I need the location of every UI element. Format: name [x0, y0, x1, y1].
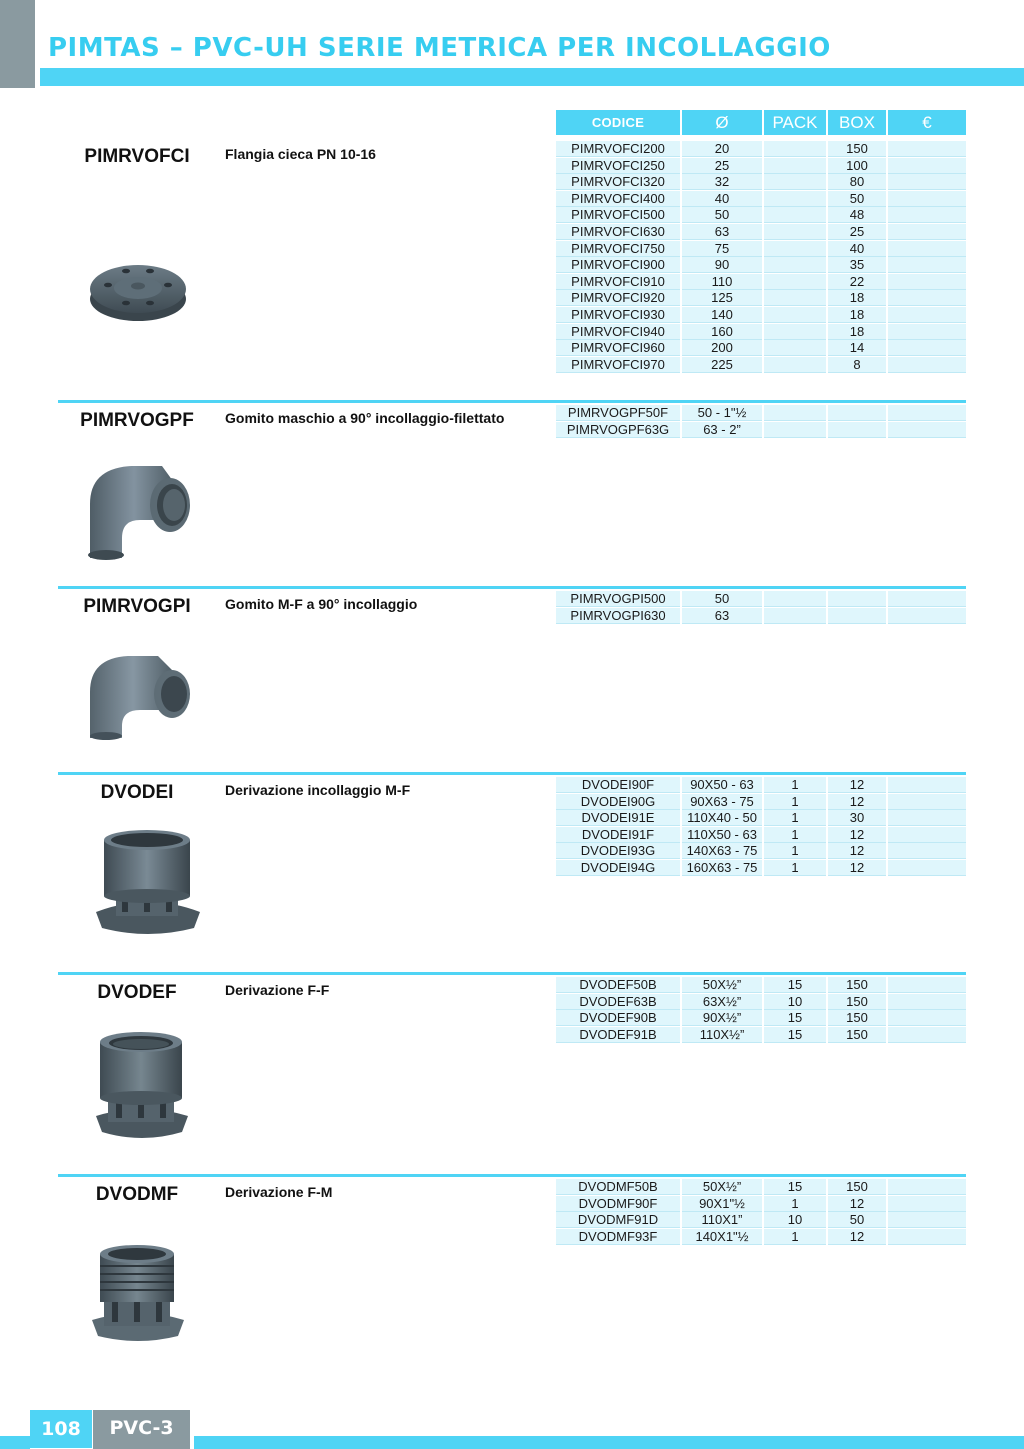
cell-diameter: 140	[682, 307, 762, 323]
table-row	[556, 810, 966, 827]
table-row	[556, 1010, 966, 1027]
cell-diameter: 160X63 - 75	[682, 860, 762, 876]
cell-pack: 15	[764, 1179, 826, 1195]
cell-price	[888, 207, 966, 223]
cell-box: 150	[828, 1010, 886, 1026]
cell-codice: DVODEF91B	[556, 1027, 680, 1043]
table-row	[556, 207, 966, 224]
cell-codice: DVODEF50B	[556, 977, 680, 993]
table-row	[556, 324, 966, 341]
table-row	[556, 274, 966, 291]
header-box: BOX	[828, 110, 886, 135]
product-table-1	[556, 405, 966, 438]
table-row	[556, 1179, 966, 1196]
product-code: DVODEI	[100, 782, 174, 803]
cell-diameter: 50	[682, 591, 762, 607]
header-diameter: Ø	[682, 110, 762, 135]
cell-pack	[764, 141, 826, 157]
cell-diameter: 50 - 1"½	[682, 405, 762, 421]
cell-price	[888, 174, 966, 190]
footer-bar	[194, 1436, 1024, 1449]
cell-pack	[764, 357, 826, 373]
cell-diameter: 160	[682, 324, 762, 340]
cell-box	[828, 405, 886, 421]
cell-diameter: 25	[682, 158, 762, 174]
product-table-3	[556, 777, 966, 877]
cell-codice: DVODMF93F	[556, 1229, 680, 1245]
table-header	[556, 110, 966, 135]
cell-pack	[764, 591, 826, 607]
cell-codice: PIMRVOFCI930	[556, 307, 680, 323]
cell-box: 12	[828, 860, 886, 876]
table-row	[556, 794, 966, 811]
cell-price	[888, 241, 966, 257]
cell-codice: PIMRVOFCI200	[556, 141, 680, 157]
cell-diameter: 40	[682, 191, 762, 207]
cell-pack: 10	[764, 994, 826, 1010]
cell-diameter: 50X½”	[682, 977, 762, 993]
cell-price	[888, 422, 966, 438]
cell-pack: 1	[764, 777, 826, 793]
cell-diameter: 50	[682, 207, 762, 223]
cell-price	[888, 141, 966, 157]
table-row	[556, 191, 966, 208]
cell-price	[888, 1212, 966, 1228]
cell-box: 12	[828, 777, 886, 793]
cell-box: 12	[828, 1229, 886, 1245]
table-row	[556, 994, 966, 1011]
cell-pack	[764, 405, 826, 421]
cell-codice: DVODMF90F	[556, 1196, 680, 1212]
cell-price	[888, 324, 966, 340]
product-table-5	[556, 1179, 966, 1245]
cell-price	[888, 1010, 966, 1026]
cell-box: 150	[828, 1027, 886, 1043]
header-price: €	[888, 110, 966, 135]
cell-box: 50	[828, 1212, 886, 1228]
cell-price	[888, 274, 966, 290]
cell-codice: DVODMF50B	[556, 1179, 680, 1195]
cell-price	[888, 257, 966, 273]
table-row	[556, 1196, 966, 1213]
saddle-male-thread-icon	[88, 1244, 188, 1346]
cell-codice: DVODEI90G	[556, 794, 680, 810]
cell-diameter: 90X63 - 75	[682, 794, 762, 810]
cell-price	[888, 307, 966, 323]
table-row	[556, 827, 966, 844]
cell-codice: PIMRVOFCI750	[556, 241, 680, 257]
cell-codice: PIMRVOFCI910	[556, 274, 680, 290]
cell-pack	[764, 207, 826, 223]
cell-pack: 10	[764, 1212, 826, 1228]
cell-pack	[764, 340, 826, 356]
page-title: PIMTAS – PVC-UH SERIE METRICA PER INCOLLAGGIO	[48, 33, 831, 63]
table-row	[556, 777, 966, 794]
product-description: Gomito M-F a 90° incollaggio	[225, 596, 418, 612]
cell-box: 18	[828, 324, 886, 340]
cell-pack: 1	[764, 1196, 826, 1212]
cell-codice: DVODEI90F	[556, 777, 680, 793]
product-table-0	[556, 141, 966, 373]
cell-pack: 1	[764, 843, 826, 859]
cell-price	[888, 405, 966, 421]
cell-price	[888, 777, 966, 793]
cell-codice: PIMRVOGPI500	[556, 591, 680, 607]
cell-diameter: 90X½”	[682, 1010, 762, 1026]
cell-box: 150	[828, 1179, 886, 1195]
cell-codice: DVODMF91D	[556, 1212, 680, 1228]
cell-price	[888, 224, 966, 240]
cell-price	[888, 591, 966, 607]
cell-codice: DVODEF63B	[556, 994, 680, 1010]
cell-box: 48	[828, 207, 886, 223]
elbow-threaded-icon	[82, 458, 198, 560]
product-code: DVODMF	[95, 1184, 179, 1205]
product-description: Flangia cieca PN 10-16	[225, 146, 376, 162]
cell-codice: PIMRVOFCI320	[556, 174, 680, 190]
cell-box: 150	[828, 977, 886, 993]
cell-box	[828, 608, 886, 624]
cell-price	[888, 1229, 966, 1245]
cell-diameter: 50X½”	[682, 1179, 762, 1195]
cell-diameter: 90	[682, 257, 762, 273]
cell-codice: DVODEI94G	[556, 860, 680, 876]
table-row	[556, 158, 966, 175]
cell-pack: 1	[764, 794, 826, 810]
cell-codice: PIMRVOFCI250	[556, 158, 680, 174]
cell-price	[888, 1179, 966, 1195]
cell-pack: 15	[764, 1010, 826, 1026]
section-divider	[58, 772, 966, 775]
title-bar	[40, 68, 1024, 86]
cell-diameter: 90X1"½	[682, 1196, 762, 1212]
table-row	[556, 224, 966, 241]
cell-price	[888, 357, 966, 373]
cell-price	[888, 977, 966, 993]
cell-diameter: 110X40 - 50	[682, 810, 762, 826]
cell-pack	[764, 324, 826, 340]
cell-diameter: 20	[682, 141, 762, 157]
cell-codice: PIMRVOGPI630	[556, 608, 680, 624]
cell-diameter: 110	[682, 274, 762, 290]
page-number: 108	[30, 1410, 92, 1448]
section-label: PVC-3	[93, 1410, 190, 1449]
cell-codice: PIMRVOGPF50F	[556, 405, 680, 421]
table-row	[556, 290, 966, 307]
cell-price	[888, 1027, 966, 1043]
cell-diameter: 90X50 - 63	[682, 777, 762, 793]
cell-pack	[764, 608, 826, 624]
cell-pack	[764, 422, 826, 438]
cell-pack: 1	[764, 827, 826, 843]
table-row	[556, 405, 966, 422]
header-pack: PACK	[764, 110, 826, 135]
cell-diameter: 200	[682, 340, 762, 356]
corner-block	[0, 0, 35, 88]
cell-box: 18	[828, 290, 886, 306]
cell-price	[888, 290, 966, 306]
cell-box: 80	[828, 174, 886, 190]
section-divider	[58, 1174, 966, 1177]
cell-box: 12	[828, 843, 886, 859]
cell-price	[888, 608, 966, 624]
table-row	[556, 422, 966, 439]
product-code: PIMRVOGPI	[83, 596, 191, 617]
cell-box: 12	[828, 794, 886, 810]
cell-diameter: 75	[682, 241, 762, 257]
table-row	[556, 1229, 966, 1246]
cell-box: 35	[828, 257, 886, 273]
cell-codice: DVODEI91F	[556, 827, 680, 843]
footer-bar-left	[0, 1436, 30, 1449]
cell-pack: 1	[764, 810, 826, 826]
cell-box: 12	[828, 1196, 886, 1212]
cell-diameter: 110X½”	[682, 1027, 762, 1043]
cell-codice: DVODEF90B	[556, 1010, 680, 1026]
blind-flange-icon	[86, 255, 190, 327]
saddle-socket-icon	[92, 828, 204, 940]
cell-box: 8	[828, 357, 886, 373]
cell-diameter: 63	[682, 608, 762, 624]
cell-box: 22	[828, 274, 886, 290]
cell-diameter: 63X½”	[682, 994, 762, 1010]
cell-pack	[764, 174, 826, 190]
table-row	[556, 977, 966, 994]
product-code: PIMRVOGPF	[80, 410, 194, 431]
table-row	[556, 141, 966, 158]
cell-pack: 1	[764, 860, 826, 876]
product-table-2	[556, 591, 966, 624]
table-row	[556, 174, 966, 191]
cell-box: 18	[828, 307, 886, 323]
cell-price	[888, 843, 966, 859]
cell-box	[828, 422, 886, 438]
table-row	[556, 1212, 966, 1229]
cell-codice: PIMRVOFCI970	[556, 357, 680, 373]
cell-box: 150	[828, 994, 886, 1010]
cell-codice: DVODEI93G	[556, 843, 680, 859]
cell-pack: 15	[764, 1027, 826, 1043]
product-description: Derivazione incollaggio M-F	[225, 782, 411, 798]
cell-pack	[764, 307, 826, 323]
cell-price	[888, 827, 966, 843]
cell-diameter: 63	[682, 224, 762, 240]
cell-codice: DVODEI91E	[556, 810, 680, 826]
table-row	[556, 307, 966, 324]
cell-codice: PIMRVOFCI940	[556, 324, 680, 340]
cell-price	[888, 810, 966, 826]
cell-diameter: 125	[682, 290, 762, 306]
product-table-4	[556, 977, 966, 1043]
cell-pack	[764, 290, 826, 306]
cell-pack	[764, 274, 826, 290]
cell-codice: PIMRVOFCI960	[556, 340, 680, 356]
cell-box: 12	[828, 827, 886, 843]
table-row	[556, 1027, 966, 1044]
cell-codice: PIMRVOFCI400	[556, 191, 680, 207]
product-code: PIMRVOFCI	[84, 146, 190, 167]
cell-price	[888, 340, 966, 356]
cell-price	[888, 1196, 966, 1212]
saddle-female-thread-icon	[92, 1032, 192, 1144]
cell-codice: PIMRVOFCI630	[556, 224, 680, 240]
product-code: DVODEF	[97, 982, 177, 1003]
product-description: Derivazione F-F	[225, 982, 330, 998]
cell-pack	[764, 158, 826, 174]
cell-pack	[764, 257, 826, 273]
table-row	[556, 860, 966, 877]
cell-box: 40	[828, 241, 886, 257]
cell-box	[828, 591, 886, 607]
cell-pack: 15	[764, 977, 826, 993]
cell-codice: PIMRVOGPF63G	[556, 422, 680, 438]
section-divider	[58, 972, 966, 975]
cell-diameter: 225	[682, 357, 762, 373]
cell-pack	[764, 241, 826, 257]
cell-pack: 1	[764, 1229, 826, 1245]
section-divider	[58, 586, 966, 589]
cell-diameter: 63 - 2”	[682, 422, 762, 438]
section-divider	[58, 400, 966, 403]
cell-diameter: 110X50 - 63	[682, 827, 762, 843]
cell-price	[888, 994, 966, 1010]
product-description: Derivazione F-M	[225, 1184, 333, 1200]
table-row	[556, 340, 966, 357]
cell-codice: PIMRVOFCI920	[556, 290, 680, 306]
cell-diameter: 110X1”	[682, 1212, 762, 1228]
table-row	[556, 608, 966, 625]
table-row	[556, 843, 966, 860]
cell-diameter: 140X1"½	[682, 1229, 762, 1245]
cell-box: 14	[828, 340, 886, 356]
cell-box: 50	[828, 191, 886, 207]
cell-pack	[764, 191, 826, 207]
cell-price	[888, 860, 966, 876]
cell-codice: PIMRVOFCI500	[556, 207, 680, 223]
product-description: Gomito maschio a 90° incollaggio-filettato	[225, 410, 505, 426]
cell-box: 150	[828, 141, 886, 157]
table-row	[556, 241, 966, 258]
table-row	[556, 357, 966, 374]
cell-diameter: 140X63 - 75	[682, 843, 762, 859]
cell-box: 25	[828, 224, 886, 240]
elbow-icon	[84, 652, 194, 740]
table-row	[556, 257, 966, 274]
cell-box: 30	[828, 810, 886, 826]
cell-codice: PIMRVOFCI900	[556, 257, 680, 273]
cell-price	[888, 191, 966, 207]
header-codice: CODICE	[556, 110, 680, 135]
cell-diameter: 32	[682, 174, 762, 190]
cell-pack	[764, 224, 826, 240]
cell-box: 100	[828, 158, 886, 174]
cell-price	[888, 158, 966, 174]
table-row	[556, 591, 966, 608]
cell-price	[888, 794, 966, 810]
